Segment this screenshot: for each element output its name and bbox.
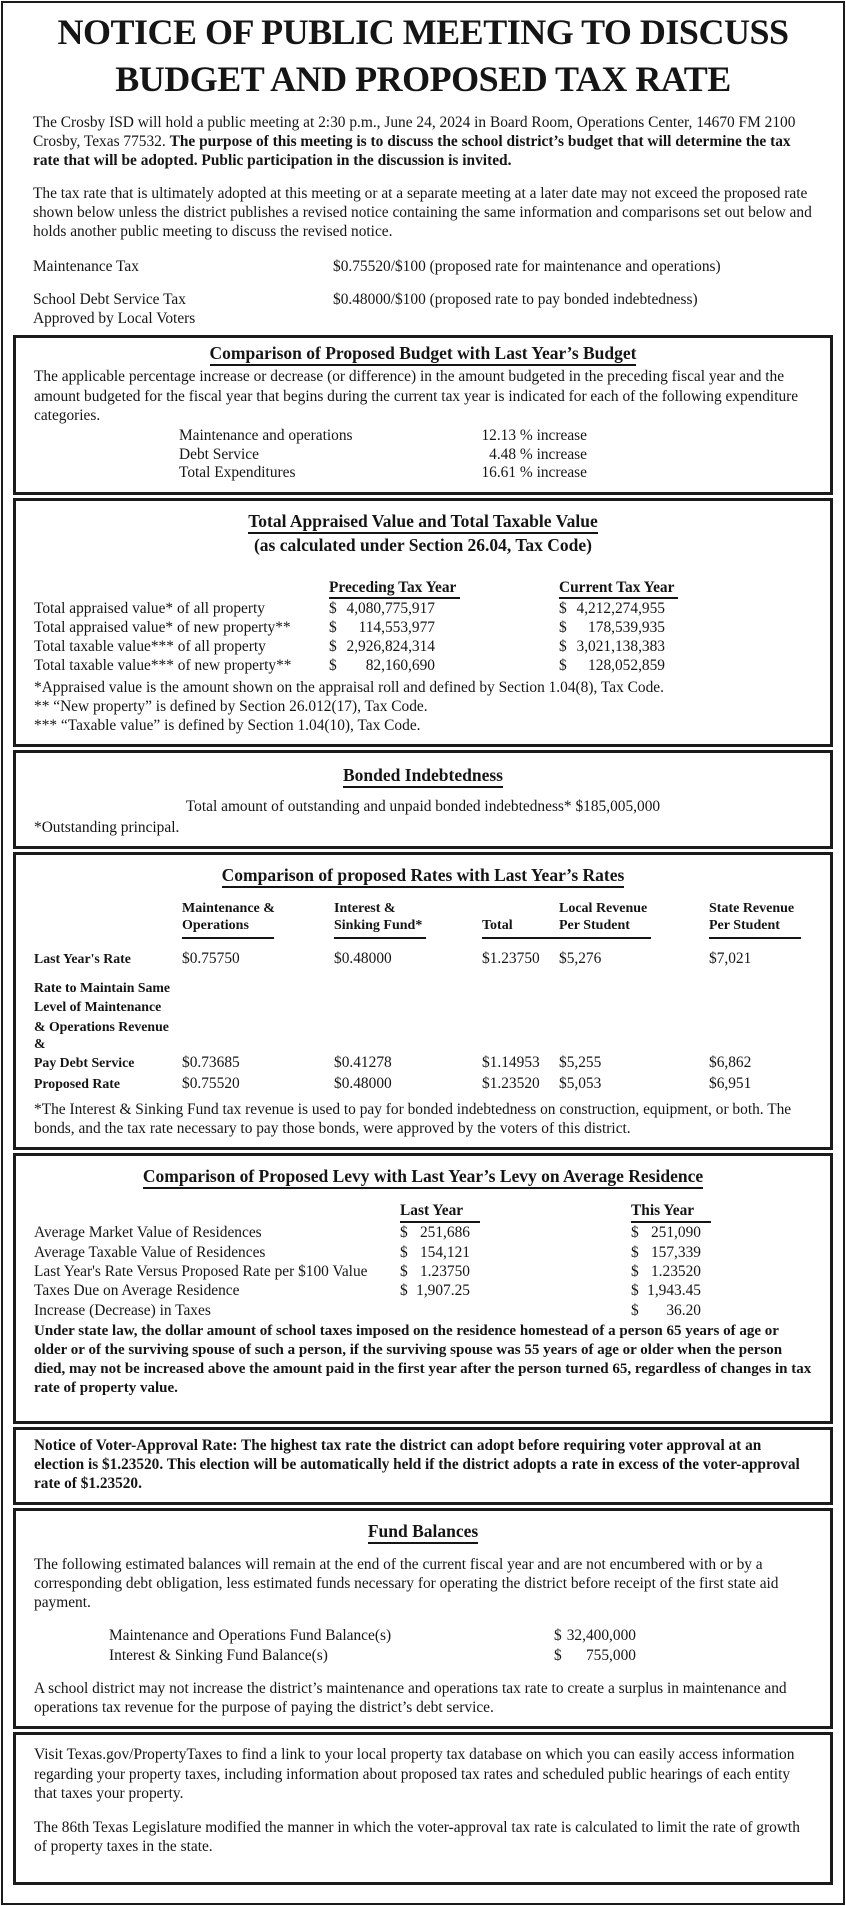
appraised-value-footnotes (34, 678, 812, 735)
row-label: Total appraised value* of all property (34, 600, 265, 618)
table-row (34, 1243, 812, 1262)
table-row (34, 1223, 812, 1242)
cell-mo: $0.73685 (182, 1053, 240, 1071)
column-header-preceding: Preceding Tax Year (329, 578, 559, 597)
table-row (34, 656, 812, 675)
row-value: 16.61 % increase (481, 464, 587, 482)
table-row (34, 637, 812, 656)
intro-section (3, 113, 843, 329)
column-header: State Revenue Per Student (709, 900, 812, 939)
table-row (34, 1646, 812, 1665)
row-label: Total appraised value* of new property** (34, 619, 291, 637)
footer-section (13, 1732, 833, 1884)
levy-comparison-heading: Comparison of Proposed Levy with Last Year’s Levy on Average Residence (34, 1166, 812, 1187)
money-value: $ 755,000 (554, 1646, 636, 1664)
column-header: Local Revenue Per Student (559, 900, 709, 939)
cell-state: $6,951 (709, 1074, 752, 1092)
row-value: 12.13 % increase (481, 426, 587, 444)
maintenance-tax-value: $0.75520/$100 (proposed rate for maintenance and operations) (333, 258, 721, 276)
row-value: 4.48 % increase (489, 445, 587, 463)
rates-comparison-heading: Comparison of proposed Rates with Last Year’s Rates (34, 865, 812, 886)
row-label: Proposed Rate (34, 1076, 120, 1092)
column-header-this-year: This Year (631, 1201, 812, 1223)
voter-approval-text: Notice of Voter-Approval Rate: The highest tax rate the district can adopt before requiring voter approval at an election is $1.23520. This election will be automatically held if the district adopts a rate in excess of the voter-approval rate of $1.23520. (34, 1437, 800, 1493)
table-row-proposed-rate (34, 1072, 812, 1093)
table-row (34, 1281, 812, 1300)
column-header-last-year: Last Year (400, 1201, 631, 1223)
debt-service-tax-value: $0.48000/$100 (proposed rate to pay bonded indebtedness) (333, 291, 698, 309)
column-header: Maintenance & Operations (182, 900, 334, 939)
money-value: $ 4,212,274,955 (559, 600, 665, 618)
legislature-paragraph: The 86th Texas Legislature modified the manner in which the voter-approval tax rate is calculated to limit the rate of growth of property taxes in the state. (34, 1818, 800, 1855)
cell-state: $7,021 (709, 949, 752, 967)
money-value: $ 1.23520 (631, 1263, 701, 1281)
money-value: $ 154,121 (400, 1243, 470, 1261)
column-header: Interest & Sinking Fund* (334, 900, 482, 939)
row-label: Total Expenditures (179, 464, 296, 482)
notice-document (1, 1, 845, 1905)
table-row (34, 427, 812, 446)
money-value: $ 128,052,859 (559, 657, 665, 675)
money-value: $ 251,686 (400, 1224, 470, 1242)
meeting-info-text: The Crosby ISD will hold a public meeting at 2:30 p.m., June 24, 2024 in Board Room, Operations Center, 14670 FM 2100 Crosby, Texas 77532. (33, 113, 796, 150)
cell-local: $5,255 (559, 1053, 602, 1071)
money-value: $ 1,907.25 (400, 1282, 470, 1300)
rates-footnote: *The Interest & Sinking Fund tax revenue is used to pay for bonded indebtedness on construction, equipment, or both. The bonds, and the tax rate necessary to pay those bonds, were approved by the voters of this district. (34, 1100, 792, 1137)
table-row (34, 464, 812, 483)
maintenance-tax-label: Maintenance Tax (33, 258, 139, 276)
title-line-1: NOTICE OF PUBLIC MEETING TO DISCUSS (57, 12, 789, 52)
money-value: $ 1.23750 (400, 1263, 470, 1281)
meeting-info-paragraph (33, 113, 813, 170)
money-value: $ 32,400,000 (554, 1627, 636, 1645)
levy-comparison-section (13, 1153, 833, 1424)
budget-comparison-table (34, 427, 812, 483)
cell-local: $5,276 (559, 949, 602, 967)
bonded-indebtedness-heading: Bonded Indebtedness (34, 765, 812, 786)
debt-service-tax-label-line2: Approved by Local Voters (33, 310, 196, 328)
row-label: Total taxable value*** of new property** (34, 657, 292, 675)
footnote: *** “Taxable value” is defined by Section 1.04(10), Tax Code. (34, 716, 421, 734)
rates-comparison-section (13, 852, 833, 1150)
money-value: $ 157,339 (631, 1243, 701, 1261)
fund-balances-heading: Fund Balances (34, 1521, 812, 1542)
appraised-value-section (13, 498, 833, 747)
footnote: *Appraised value is the amount shown on the appraisal roll and defined by Section 1.04(8), Tax Code. (34, 678, 664, 696)
cell-state: $6,862 (709, 1053, 752, 1071)
row-label: Interest & Sinking Fund Balance(s) (109, 1646, 328, 1664)
row-label: Last Year's Rate Versus Proposed Rate per $100 Value (34, 1263, 368, 1281)
money-value: $ 251,090 (631, 1224, 701, 1242)
money-value: $ 1,943.45 (631, 1282, 701, 1300)
cell-is: $0.48000 (334, 1074, 392, 1092)
bonded-indebtedness-section (13, 750, 833, 849)
row-label: Total taxable value*** of all property (34, 638, 266, 656)
levy-table-header (34, 1201, 812, 1223)
fund-balances-intro: The following estimated balances will remain at the end of the current fiscal year and are not encumbered with or by a corresponding debt obligation, less estimated funds necessary for operating the district before receipt of the first state aid payment. (34, 1556, 779, 1612)
budget-comparison-section (13, 335, 833, 495)
column-header-current: Current Tax Year (559, 578, 812, 597)
table-row-last-year-rate (34, 939, 812, 975)
cell-total: $1.14953 (482, 1053, 540, 1071)
surplus-restriction-note: A school district may not increase the district’s maintenance and operations tax rate to create a surplus in maintenance and operations tax revenue for the purpose of paying the district’s debt service. (34, 1680, 787, 1717)
row-label: Debt Service (179, 445, 259, 463)
voter-approval-section (13, 1427, 833, 1505)
table-row (34, 618, 812, 637)
footnote: *Outstanding principal. (34, 818, 180, 836)
row-label: Taxes Due on Average Residence (34, 1282, 240, 1300)
cell-total: $1.23520 (482, 1074, 540, 1092)
row-label: Last Year's Rate (34, 951, 131, 967)
row-label: Increase (Decrease) in Taxes (34, 1301, 211, 1319)
row-label: Average Taxable Value of Residences (34, 1243, 266, 1261)
cell-local: $5,053 (559, 1074, 602, 1092)
rates-table-header (34, 900, 812, 939)
money-value: $ 2,926,824,314 (329, 638, 435, 656)
table-row (34, 1301, 812, 1320)
budget-comparison-description: The applicable percentage increase or decrease (or difference) in the amount budgeted in the preceding fiscal year and the amount budgeted for the fiscal year that begins during the current tax year is indicated for each of the following expenditure categories. (34, 368, 799, 424)
footnote: ** “New property” is defined by Section 26.012(17), Tax Code. (34, 697, 428, 715)
debt-service-tax-label-line1: School Debt Service Tax (33, 291, 186, 309)
cell-is: $0.48000 (334, 949, 392, 967)
money-value: $ 4,080,775,917 (329, 600, 435, 618)
senior-homestead-note: Under state law, the dollar amount of school taxes imposed on the residence homestead of a person 65 years of age or older or of the surviving spouse of such a person, if the surviving spouse was 55 years of age or older when the person died, may not be increased above the amount paid in the first year after the person turned 65, regardless of changes in tax rate of property value. (34, 1323, 812, 1396)
fund-balances-section (13, 1508, 833, 1729)
row-label: Maintenance and Operations Fund Balance(s) (109, 1627, 392, 1645)
appraised-value-subheading: (as calculated under Section 26.04, Tax Code) (253, 535, 593, 556)
row-label: Maintenance and operations (179, 426, 353, 444)
purpose-statement-bold: The purpose of this meeting is to discuss the school district’s budget that will determine the tax rate that will be adopted. Public participation in the discussion is invited. (33, 132, 791, 169)
table-row (34, 1262, 812, 1281)
cell-total: $1.23750 (482, 949, 540, 967)
table-header-row (34, 578, 812, 597)
appraised-value-table (34, 578, 812, 675)
table-row-rate-to-maintain (34, 975, 812, 1072)
budget-comparison-heading: Comparison of Proposed Budget with Last Year’s Budget (34, 343, 812, 364)
row-label: Rate to Maintain Same Level of Maintenance & Operations Revenue & Pay Debt Service (34, 979, 171, 1071)
fund-balances-table (34, 1626, 812, 1665)
cell-is: $0.41278 (334, 1053, 392, 1071)
money-value: $ 114,553,977 (329, 619, 435, 637)
row-label: Average Market Value of Residences (34, 1224, 262, 1242)
table-row (34, 599, 812, 618)
maintenance-tax-row (33, 257, 813, 276)
debt-service-tax-row (33, 290, 813, 328)
money-value: $ 36.20 (631, 1301, 701, 1319)
cell-mo: $0.75750 (182, 949, 240, 967)
bonded-indebtedness-statement: Total amount of outstanding and unpaid bonded indebtedness* $185,005,000 (185, 797, 661, 815)
money-value: $ 3,021,138,383 (559, 638, 665, 656)
rate-limit-paragraph: The tax rate that is ultimately adopted at this meeting or at a separate meeting at a later date may not exceed the proposed rate shown below unless the district publishes a revised notice containing the same information and comparisons set out below and holds another public meeting to discuss the revised notice. (33, 184, 812, 241)
money-value: $ 82,160,690 (329, 657, 435, 675)
page-title (23, 9, 823, 103)
title-line-2: BUDGET AND PROPOSED TAX RATE (115, 58, 731, 99)
money-value: $ 178,539,935 (559, 619, 665, 637)
property-tax-database-paragraph: Visit Texas.gov/PropertyTaxes to find a link to your local property tax database on which you can easily access information regarding your property taxes, including information about proposed tax rates and scheduled public hearings of each entity that taxes your property. (34, 1746, 795, 1802)
cell-mo: $0.75520 (182, 1074, 240, 1092)
column-header: Total (482, 917, 559, 939)
table-row (34, 446, 812, 465)
debt-service-tax-label (33, 290, 333, 328)
table-row (34, 1626, 812, 1645)
appraised-value-heading: Total Appraised Value and Total Taxable Value (34, 511, 812, 532)
